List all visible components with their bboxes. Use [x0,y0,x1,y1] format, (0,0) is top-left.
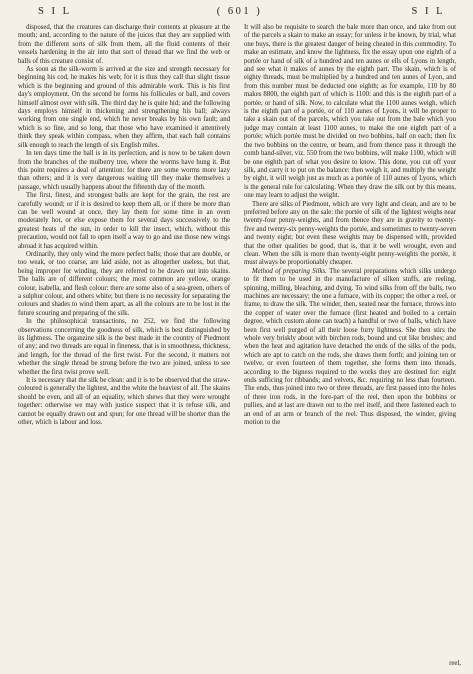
paragraph [18,66,230,150]
paragraph-text: It will also be requisite to search the bale more than once, and take from out of the parcels a skain to make an essay; for unless it be known, by trial, what one buys, there is the greatest danger of being cheated in this commodity. To make an estimate, and know the lightness, fix the essay upon one eighth of a portée or hand of silk of a hundred and ten aunes or ells of Lyons in length, and see what it makes of aunes by the eighth part. The skain, which is of eighty threads, must be multiplied by a hundred and ten aunes of Lyon, and from this number must be deducted one eighth; as for example, 110 by 80 makes 8800, the eighth part of which is 1100: and this is the eighth part of a portée, or hand of silk. Now, to calculate what the 1100 aunes weigh, which is the eighth part of a portée, or of 110 aunes of Lyons, it will be proper to take a skain out of the parcels, which you take out from the bale which you judge may contain at least 1100 aunes, to make the one eighth part of a portée; which portée must be divided on two bobbins, half on each; then fix the two bobbins on the centre, or beam, and from thence pass it through the comb hand-silver, viz. 550 from the two bobbins, will make 1100, which will be one eighth part of what you desire to know. This done, you cut off your silk, and carry it to put on the balance: then weigh it, and multiply the weight by eight, it will weigh just as much as a portée of 110 aunes of Lyons, which is the general rule for calculating. When they draw the silk out by this means, one may learn to adjust the weight. [244,24,456,200]
paragraph-text: As soon as the silk-worm is arrived at the size and strength necessary for beginning his cod, he makes his web; for it is thus they call that slight tissue which is the beginning and ground of this admirable work. This is his first day's employment. On the second he forms his follicules or ball, and covers himself almost over with silk. The third day he is quite hid; and the following days employs himself in thickening and strengthening his ball; always working from one single end, which he never breaks by his own fault; and which is so fine, and so long, that those who have examined it attentively think they speak within compass, when they affirm, that each ball contains silk enough to reach the length of six English miles. [18,66,230,149]
paragraph [244,24,456,201]
paragraph-text: The first, finest, and strongest balls are kept for the grain, the rest are carefully wound; or if it is desired to keep them all, or if there be more than can be well wound at once, they lay them for some time in an oven moderately hot, or else expose them for several days successively to the greatest heats of the sun, in order to kill the insect, which, without this precaution, would not fail to open itself a way to go and use those new wings abroad it has acquired within. [18,192,230,250]
paragraph-text: It is necessary that the silk be clean: and it is to be observed that the straw-coloured is generally the lightest, and the white the heaviest of all. The skains should be even, and all of an equality, which shews that they were wrought together: otherwise we may with justice suspect that it is refuse silk, and cannot be equally drawn out and spun; for one thread will be shorter than the other, which is labour and loss. [18,377,230,427]
header-left-word: S I L [38,6,72,17]
paragraph [18,150,230,192]
paragraph-text: Ordinarily, they only wind the more perfect balls; those that are double, or too weak, or too coarse, are laid aside, not as altogether useless, but that, being improper for winding, they are referred to be drawn out into skains. The balls are of different colours; the most common are yellow, orange colour, isabella, and flesh colour: there are some also of a sea-green, others of a sulphur colour, and others white; but there is no necessity for separating the colours and shades to wind them apart, as all the colours are to be lost in the future scouring and preparing of the silk. [18,250,230,317]
paragraph [244,268,456,428]
catchword: reel, [449,660,461,667]
paragraph [244,201,456,268]
paragraph-lead-heading: Method of preparing Silks. [252,267,327,275]
right-text-column [244,24,456,670]
paragraph-text: In ten days time the ball is in its perfection, and is now to be taken down from the branches of the mulberry tree, where the worms have hung it. But this point requires a deal of attention: for there are some worms more lazy than others; and it is very dangerous waiting till they make themselves a passage, which usually happens about the fifteenth day of the month. [18,150,230,191]
paragraph [18,192,230,251]
running-header [18,6,461,20]
left-text-column [18,24,230,670]
paragraph-text: There are silks of Piedmont, which are very light and clean, and are to be preferred before any on the sale: the portée of silk of the lightest weighs near twenty-four penny-weights, and from thence they are in gravity to twenty-five and twenty-six penny-weights the portée, and sometimes to twenty-seven and twenty eight; but even these weights may be dispensed with, provided that the other qualities be good, that is, that it be well wrought, even and clean. When the silk is more than twenty-eight penny-weights the portée, it must always be proportionably cheaper. [244,200,456,267]
paragraph [18,24,230,66]
paragraph-text: The several preparations which silks undergo to fit them to be used in the manufacture of silken stuffs, are reeling, spinning, milling, bleaching, and dying. To wind silks from off the balls, two machines are necessary; the one a furnace, with its copper; the other a reel, or frame, to draw the silk. The winder, then, seated near the furnace, throws into the copper of water over the furnace (first heated and boiled to a certain degree, which custom alone can teach) a handful or two of balls, which have been first well purged of all their loose furry lightness. She then stirs the whole very briskly about with birchen rods, bound and cut like brushes; and when the heat and agitation have detached the ends of the silks of the pods, which are apt to catch on the rods, she draws them forth; and joining ten or twelve, or even fourteen of them together, she forms them into threads, according to the bigness required to the works they are destined for: eight ends sufficing for ribbands; and velvets, &c. requiring no less than fourteen. The ends, thus joined into two or three threads, are first passed into the holes of three iron rods, in the fore-part of the reel, then upon the bobbins or pullies, and at last are drawn out to the reel itself, and there fastened each to an end of an arm or branch of the reel. Thus disposed, the winder, giving motion to the [244,267,456,427]
paragraph [18,318,230,377]
paragraph [18,251,230,318]
paragraph-text: In the philosophical transactions, no 252, we find the following observations concerning the goodness of silk, which is best distinguished by its lightness. The organzine silk is the best made in the country of Piedmont of any; and two threads are equal in fineness, that is in smoothness, thickness, and length, for the thread of the first twist. For the second, it matters not whether the single thread be strong before the two are joined, unless to see whether the first twist prove well. [18,318,230,376]
header-right-word: S I L [411,6,445,17]
page-number: ( 601 ) [216,6,263,17]
paragraph-text: disposed, that the creatures can discharge their contents at pleasure at the mouth; and, according to the nature of the juices that they are supplied with from the different sorts of silk from them, all the fluid contents of their vessels hardening in the air into that sort of thread that we find the web or balls of this creature consist of. [18,24,230,65]
paragraph [18,377,230,427]
